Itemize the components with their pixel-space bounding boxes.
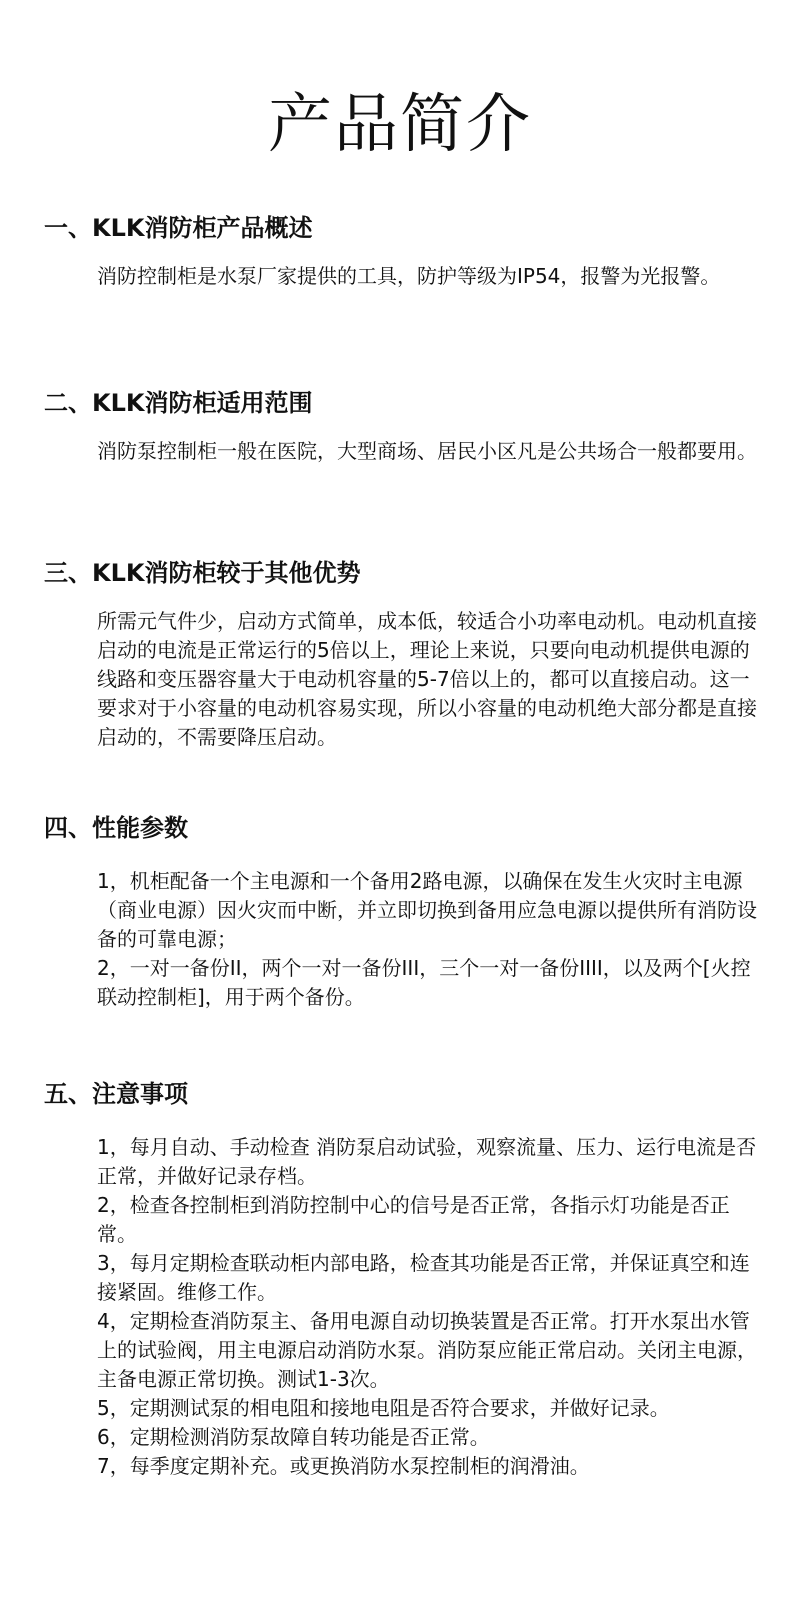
section-body bbox=[97, 867, 759, 1012]
paragraph: 2，一对一备份II，两个一对一备份III，三个一对一备份IIII，以及两个[火控联动控制柜]，用于两个备份。 bbox=[97, 956, 751, 1009]
section-body bbox=[97, 607, 759, 752]
paragraph: 4，定期检查消防泵主、备用电源自动切换装置是否正常。打开水泵出水管上的试验阀，用主电源启动消防水泵。消防泵应能正常启动。关闭主电源，主备电源正常切换。测试1-3次。 bbox=[97, 1309, 757, 1391]
section-heading: 一、KLK消防柜产品概述 bbox=[44, 214, 313, 242]
paragraph: 6，定期检测消防泵故障自转功能是否正常。 bbox=[97, 1425, 490, 1449]
paragraph: 2，检查各控制柜到消防控制中心的信号是否正常，各指示灯功能是否正常。 bbox=[97, 1193, 730, 1246]
section-body bbox=[97, 437, 759, 466]
paragraph: 3，每月定期检查联动柜内部电路，检查其功能是否正常，并保证真空和连接紧固。维修工作。 bbox=[97, 1251, 750, 1304]
paragraph: 1，机柜配备一个主电源和一个备用2路电源，以确保在发生火灾时主电源（商业电源）因火灾而中断，并立即切换到备用应急电源以提供所有消防设备的可靠电源； bbox=[97, 869, 757, 951]
section-heading: 二、KLK消防柜适用范围 bbox=[44, 389, 313, 417]
section-body bbox=[97, 262, 759, 291]
section-body bbox=[97, 1133, 759, 1481]
section-heading: 四、性能参数 bbox=[44, 814, 188, 842]
paragraph: 所需元气件少，启动方式简单，成本低，较适合小功率电动机。电动机直接启动的电流是正常运行的5倍以上，理论上来说，只要向电动机提供电源的线路和变压器容量大于电动机容量的5-7倍以上的，都可以直接启动。这一要求对于小容量的电动机容易实现，所以小容量的电动机绝大部分都是直接启动的，不需要降压启动。 bbox=[97, 609, 757, 749]
paragraph: 7，每季度定期补充。或更换消防水泵控制柜的润滑油。 bbox=[97, 1454, 590, 1478]
paragraph: 消防控制柜是水泵厂家提供的工具，防护等级为IP54，报警为光报警。 bbox=[97, 264, 721, 288]
paragraph: 5，定期测试泵的相电阻和接地电阻是否符合要求，并做好记录。 bbox=[97, 1396, 670, 1420]
page-title: 产品简介 bbox=[268, 87, 532, 162]
paragraph: 1，每月自动、手动检查 消防泵启动试验，观察流量、压力、运行电流是否正常，并做好记录存档。 bbox=[97, 1135, 757, 1188]
paragraph: 消防泵控制柜一般在医院，大型商场、居民小区凡是公共场合一般都要用。 bbox=[97, 439, 757, 463]
section-heading: 三、KLK消防柜较于其他优势 bbox=[44, 559, 361, 587]
section-heading: 五、注意事项 bbox=[44, 1080, 188, 1108]
